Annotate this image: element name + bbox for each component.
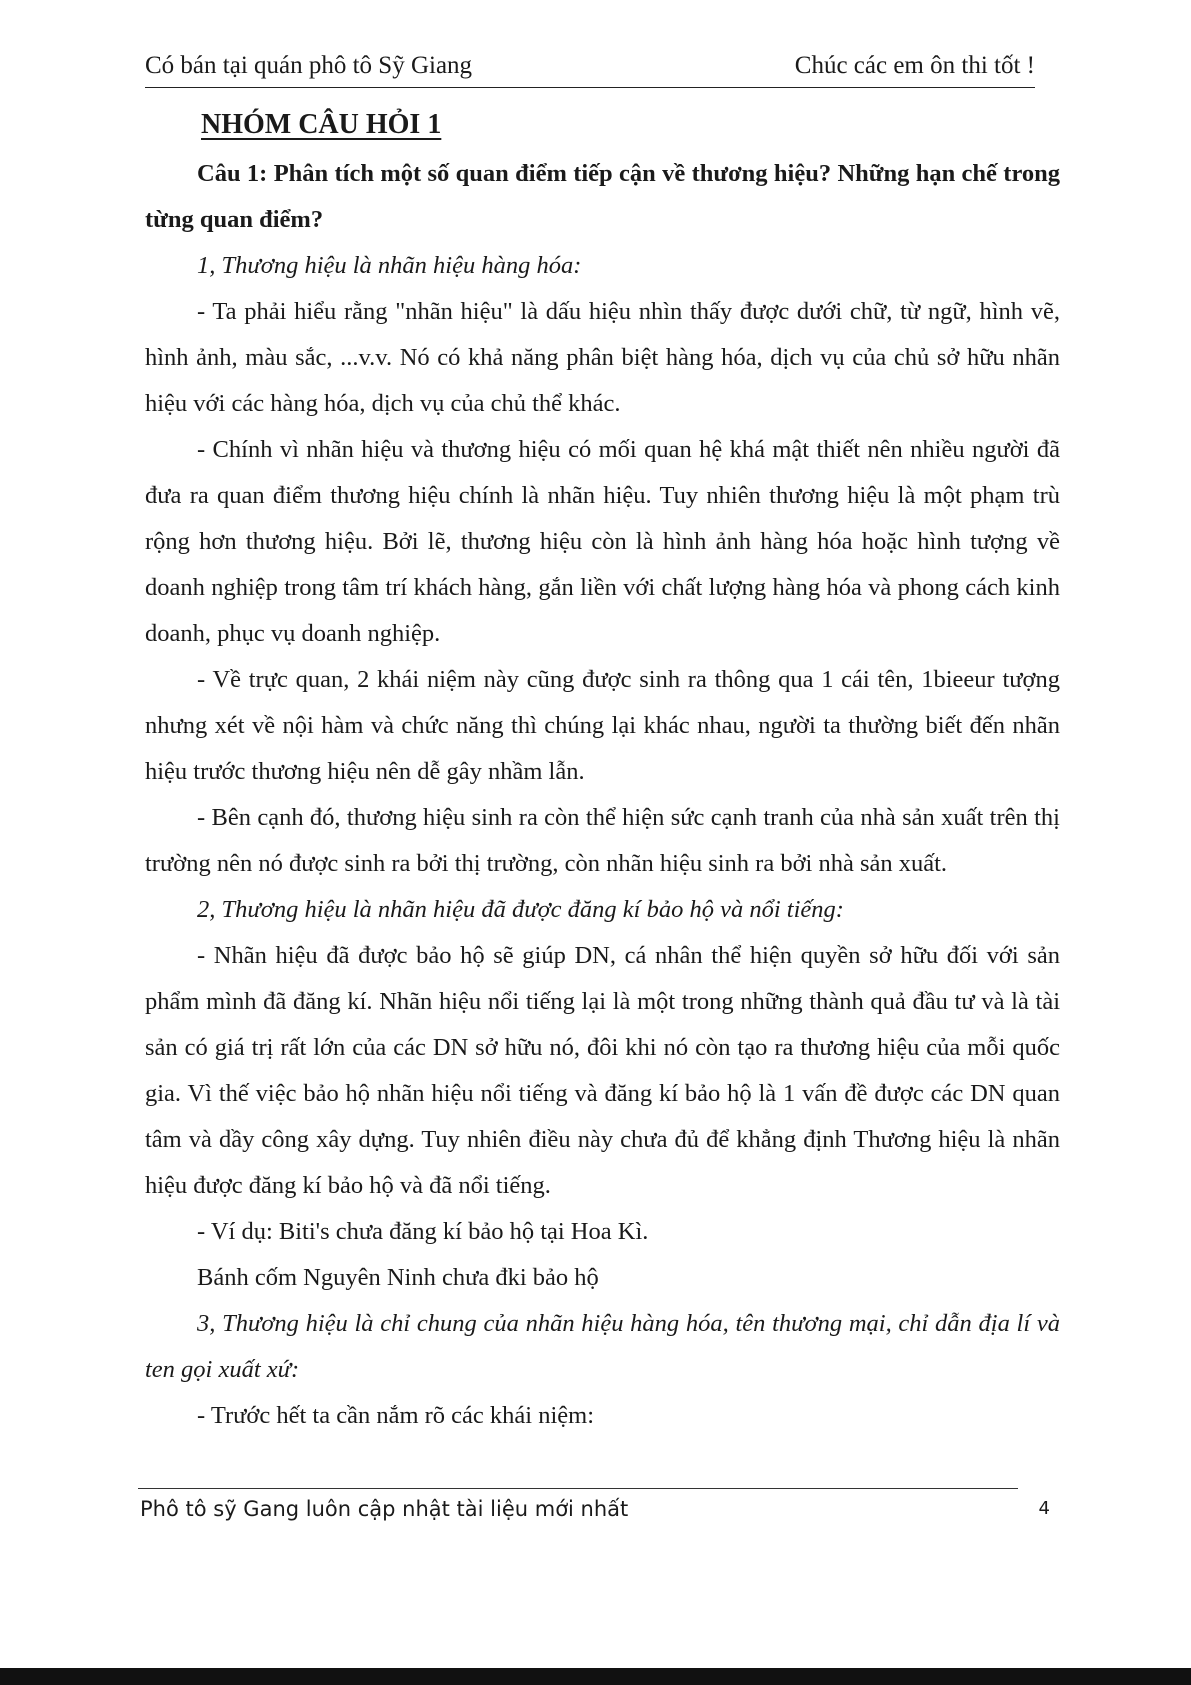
footer-text: Phô tô sỹ Gang luôn cập nhật tài liệu mới nhất bbox=[140, 1497, 629, 1521]
subheading-2: 2, Thương hiệu là nhãn hiệu đã được đăng kí bảo hộ và nổi tiếng: bbox=[197, 896, 844, 923]
document-body bbox=[145, 103, 1060, 1439]
header-left-text: Có bán tại quán phô tô Sỹ Giang bbox=[145, 52, 473, 79]
header-right-text: Chúc các em ôn thi tốt ! bbox=[794, 52, 1035, 79]
subheading-1: 1, Thương hiệu là nhãn hiệu hàng hóa: bbox=[197, 252, 582, 279]
paragraph: - Ta phải hiểu rằng "nhãn hiệu" là dấu hiệu nhìn thấy được dưới chữ, từ ngữ, hình vẽ, hình ảnh, màu sắc, ...v.v. Nó có khả năng phân biệt hàng hóa, dịch vụ của chủ sở hữu nhãn hiệu với các hàng hóa, dịch vụ của chủ thể khác. bbox=[145, 298, 1060, 417]
example-line: - Ví dụ: Biti's chưa đăng kí bảo hộ tại Hoa Kì. bbox=[197, 1218, 649, 1245]
page-header bbox=[145, 50, 1035, 82]
header-divider bbox=[145, 87, 1035, 88]
paragraph: - Chính vì nhãn hiệu và thương hiệu có mối quan hệ khá mật thiết nên nhiều người đã đưa ra quan điểm thương hiệu chính là nhãn hiệu. Tuy nhiên thương hiệu là một phạm trù rộng hơn thương hiệu. Bởi lẽ, thương hiệu còn là hình ảnh hàng hóa hoặc hình tượng về doanh nghiệp trong tâm trí khách hàng, gắn liền với chất lượng hàng hóa và phong cách kinh doanh, phục vụ doanh nghiệp. bbox=[145, 436, 1060, 647]
page-footer bbox=[140, 1492, 1050, 1526]
paragraph: - Bên cạnh đó, thương hiệu sinh ra còn thể hiện sức cạnh tranh của nhà sản xuất trên thị trường nên nó được sinh ra bởi thị trường, còn nhãn hiệu sinh ra bởi nhà sản xuất. bbox=[145, 804, 1060, 877]
question-heading: Câu 1: Phân tích một số quan điểm tiếp cận về thương hiệu? Những hạn chế trong từng quan điểm? bbox=[145, 160, 1060, 233]
scan-bottom-edge bbox=[0, 1668, 1191, 1685]
page-number: 4 bbox=[1038, 1498, 1050, 1519]
section-title: NHÓM CÂU HỎI 1 bbox=[201, 109, 442, 140]
example-line: Bánh cốm Nguyên Ninh chưa đki bảo hộ bbox=[197, 1264, 599, 1291]
footer-divider bbox=[138, 1488, 1018, 1489]
paragraph: - Về trực quan, 2 khái niệm này cũng được sinh ra thông qua 1 cái tên, 1bieeur tượng nhưng xét về nội hàm và chức năng thì chúng lại khác nhau, người ta thường biết đến nhãn hiệu trước thương hiệu nên dễ gây nhầm lẫn. bbox=[145, 666, 1060, 785]
subheading-3: 3, Thương hiệu là chỉ chung của nhãn hiệu hàng hóa, tên thương mại, chỉ dẫn địa lí và ten gọi xuất xứ: bbox=[145, 1310, 1060, 1383]
paragraph: - Nhãn hiệu đã được bảo hộ sẽ giúp DN, cá nhân thể hiện quyền sở hữu đối với sản phẩm mình đã đăng kí. Nhãn hiệu nổi tiếng lại là một trong những thành quả đầu tư và là tài sản có giá trị rất lớn của các DN sở hữu nó, đôi khi nó còn tạo ra thương hiệu của mỗi quốc gia. Vì thế việc bảo hộ nhãn hiệu nổi tiếng và đăng kí bảo hộ là 1 vấn đề được các DN quan tâm và dầy công xây dựng. Tuy nhiên điều này chưa đủ để khẳng định Thương hiệu là nhãn hiệu được đăng kí bảo hộ và đã nổi tiếng. bbox=[145, 942, 1060, 1199]
paragraph: - Trước hết ta cần nắm rõ các khái niệm: bbox=[197, 1402, 595, 1429]
